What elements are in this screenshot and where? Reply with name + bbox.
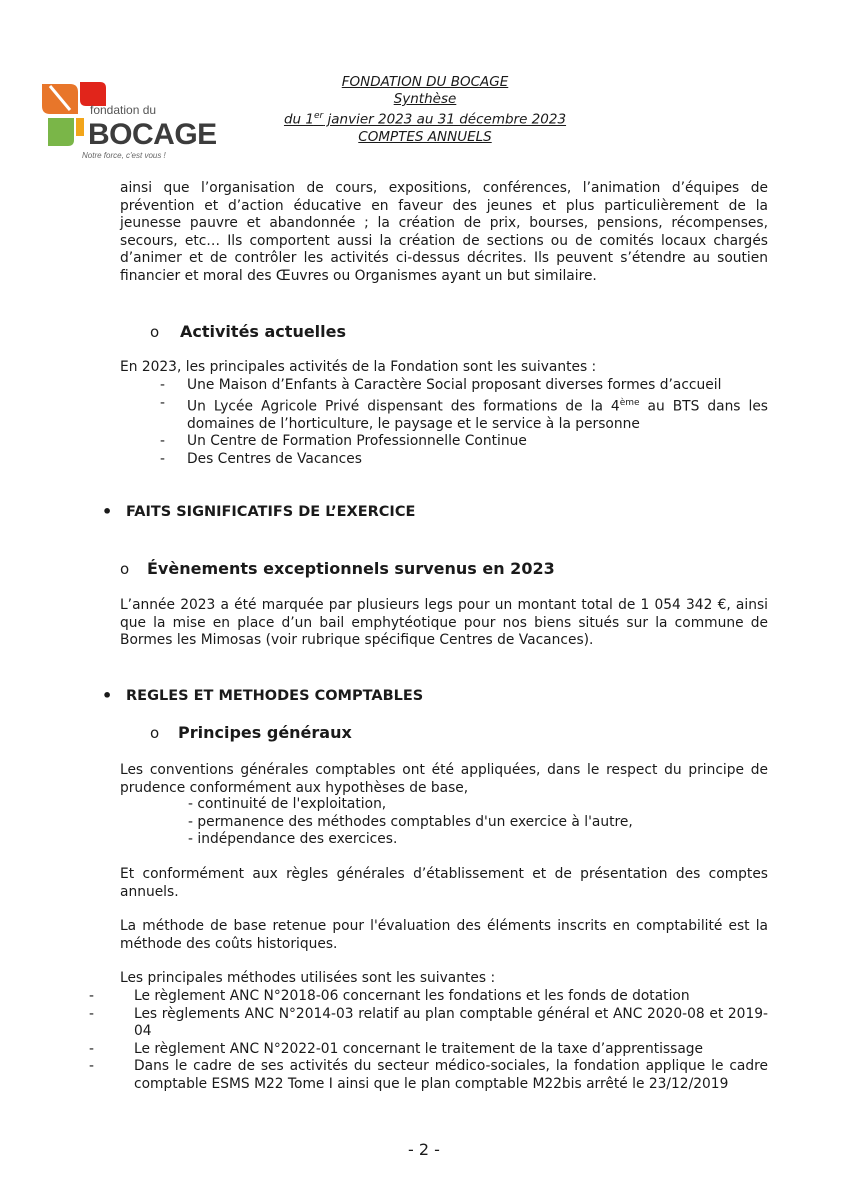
activites-list — [160, 377, 768, 468]
list-item: - Un Centre de Formation Professionnelle Continue — [160, 433, 527, 450]
list-item: - permanence des méthodes comptables d'un exercice à l'autre, — [188, 813, 633, 830]
faits-paragraph: L’année 2023 a été marquée par plusieurs legs pour un montant total de 1 054 342 €, ainsi que la mise en place d’un bail emphytéotique pour nos biens situés sur la commune de Bormes les Mimosas (voir rubrique spécifique Centres de Vacances). — [120, 597, 768, 648]
methodes-list — [89, 988, 768, 1093]
list-item: - Une Maison d’Enfants à Caractère Social proposant diverses formes d’accueil — [160, 377, 722, 393]
logo-wordmark: BOCAGE — [88, 118, 217, 151]
header-period: du 1er janvier 2023 au 31 décembre 2023 — [283, 111, 567, 128]
regles-paragraph-2: Et conformément aux règles générales d’établissement et de présentation des comptes annuels. — [120, 866, 768, 900]
header-title: COMPTES ANNUELS — [358, 128, 492, 145]
methodes-intro: Les principales méthodes utilisées sont les suivantes : — [120, 970, 496, 986]
intro-paragraph: ainsi que l’organisation de cours, expositions, conférences, l’animation d’équipes de prévention et d’action éducative en faveur des jeunes et plus particulièrement de la jeunesse pauvre et abandonnée ; la création de prix, bourses, pensions, récompenses, secours, etc… Ils comportent aussi la création de sections ou de comités locaux chargés d’animer et de contrôler les activités ci-dessus décrites. Ils peuvent s’étendre au soutien financier et moral des Œuvres ou Organismes ayant un but similaire. — [120, 180, 768, 284]
list-item: - continuité de l'exploitation, — [188, 796, 387, 812]
list-item: - Les règlements ANC N°2014-03 relatif au plan comptable général et ANC 2020-08 et 2019-04 — [89, 1005, 768, 1039]
list-item: - Un Lycée Agricole Privé dispensant des formations de la 4ème au BTS dans les domaines de l’horticulture, le paysage et le service à la personne — [160, 394, 768, 432]
regles-paragraph-3: La méthode de base retenue pour l'évaluation des éléments inscrits en comptabilité est la méthode des coûts historiques. — [120, 918, 768, 952]
heading-regles-methodes: • REGLES ET METHODES COMPTABLES — [102, 686, 424, 705]
list-item: - Des Centres de Vacances — [160, 450, 362, 467]
heading-principes-generaux: o Principes généraux — [150, 723, 352, 742]
logo-tagline: Notre force, c'est vous ! — [82, 151, 166, 160]
hypotheses-list — [188, 796, 748, 849]
document-header — [240, 74, 610, 146]
page-number: - 2 - — [408, 1140, 440, 1159]
activites-intro: En 2023, les principales activités de la Fondation sont les suivantes : — [120, 359, 597, 375]
principes-paragraph: Les conventions générales comptables ont été appliquées, dans le respect du principe de prudence conformément aux hypothèses de base, — [120, 762, 768, 796]
heading-evenements-exceptionnels: o Évènements exceptionnels survenus en 2023 — [120, 559, 555, 578]
heading-activites-actuelles: o Activités actuelles — [150, 322, 347, 341]
svg-text:fondation du: fondation du — [90, 103, 157, 117]
fondation-logo — [40, 80, 217, 164]
header-doc-type: Synthèse — [393, 91, 457, 107]
list-item: - Le règlement ANC N°2018-06 concernant les fondations et les fonds de dotation — [89, 988, 690, 1004]
list-item: - Dans le cadre de ses activités du secteur médico-sociales, la fondation applique le cadre comptable ESMS M22 Tome I ainsi que le plan comptable M22bis arrêté le 23/12/2019 — [89, 1058, 768, 1092]
heading-faits-significatifs: • FAITS SIGNIFICATIFS DE L’EXERCICE — [102, 502, 416, 521]
list-item: - Le règlement ANC N°2022-01 concernant le traitement de la taxe d’apprentissage — [89, 1040, 704, 1057]
header-org-name: FONDATION DU BOCAGE — [341, 74, 509, 90]
list-item: - indépendance des exercices. — [188, 831, 398, 847]
